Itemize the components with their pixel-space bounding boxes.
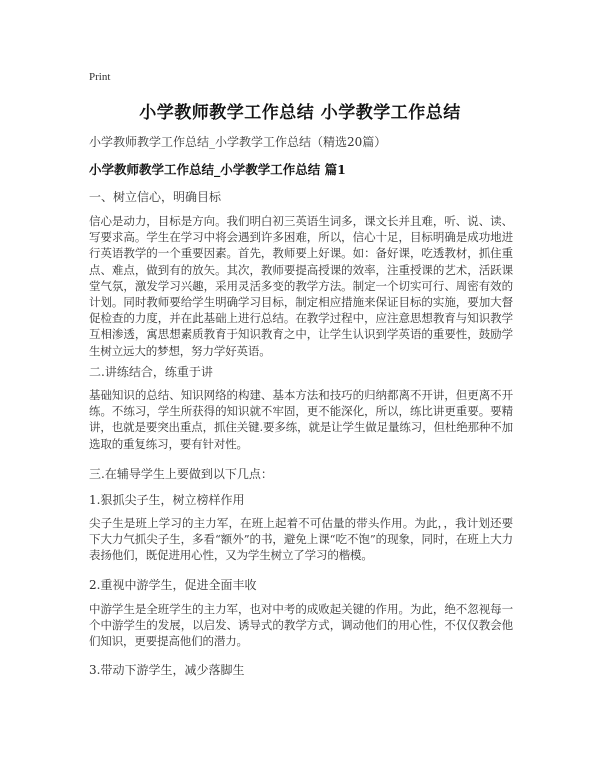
section-heading-3: 三.在辅导学生上要做到以下几点： — [89, 467, 273, 481]
print-link[interactable]: Print — [89, 71, 111, 83]
page-title: 小学教师教学工作总结 小学教学工作总结 — [139, 103, 461, 123]
section-heading-5: 2.重视中游学生，促进全面丰收 — [89, 578, 257, 592]
section-heading-6: 3.带动下游学生，减少落脚生 — [89, 663, 245, 677]
section-heading-4: 1.狠抓尖子生，树立榜样作用 — [89, 493, 245, 507]
article-title: 小学教师教学工作总结_小学教学工作总结 篇1 — [89, 162, 346, 177]
section-heading-2: 二.讲练结合，练重于讲 — [89, 365, 213, 379]
section-heading-1: 一、树立信心，明确目标 — [89, 190, 222, 204]
paragraph-4: 尖子生是班上学习的主力军，在班上起着不可估量的带头作用。为此，，我计划还要下大力气抓尖子生，多看“额外”的书，避免上课“吃不饱”的现象，同时，在班上大力表扬他们，既促进用心性，又为学生树立了学习的楷模。 — [89, 516, 513, 563]
paragraph-5: 中游学生是全班学生的主力军，也对中考的成败起关键的作用。为此，绝不忽视每一个中游学生的发展，以启发、诱导式的教学方式，调动他们的用心性，不仅仅教会他们知识，更要提高他们的潜力。 — [89, 602, 513, 649]
paragraph-1: 信心是动力，目标是方向。我们明白初三英语生词多，课文长并且难，听、说、读、写要求高。学生在学习中将会遇到许多困难，所以，信心十足，目标明确是成功地进行英语教学的一个重要因素。首先，教师要上好课。如：备好课，吃透教材，抓住重点、难点，做到有的放矢。其次，教师要提高授课的效率，注重授课的艺术，活跃课堂气氛，激发学习兴趣，采用灵活多变的教学方法。制定一个切实可行、周密有效的计划。同时教师要给学生明确学习目标，制定相应措施来保证目标的实施，要加大督促检查的力度，并在此基础上进行总结。在教学过程中，应注意思想教育与知识教学互相渗透，寓思想素质教育于知识教育之中，让学生认识到学英语的重要性，鼓励学生树立远大的梦想，努力学好英语。 — [89, 214, 513, 358]
paragraph-2: 基础知识的总结、知识网络的构建、基本方法和技巧的归纳都离不开讲，但更离不开练。不练习，学生所获得的知识就不牢固，更不能深化，所以，练比讲更重要。要精讲，也就是要突出重点，抓住关键.要多练，就是让学生做足量练习，但杜绝那种不加选取的重复练习，要有针对性。 — [89, 388, 513, 451]
document-subtitle: 小学教师教学工作总结_小学教学工作总结（精选20篇） — [89, 135, 387, 149]
